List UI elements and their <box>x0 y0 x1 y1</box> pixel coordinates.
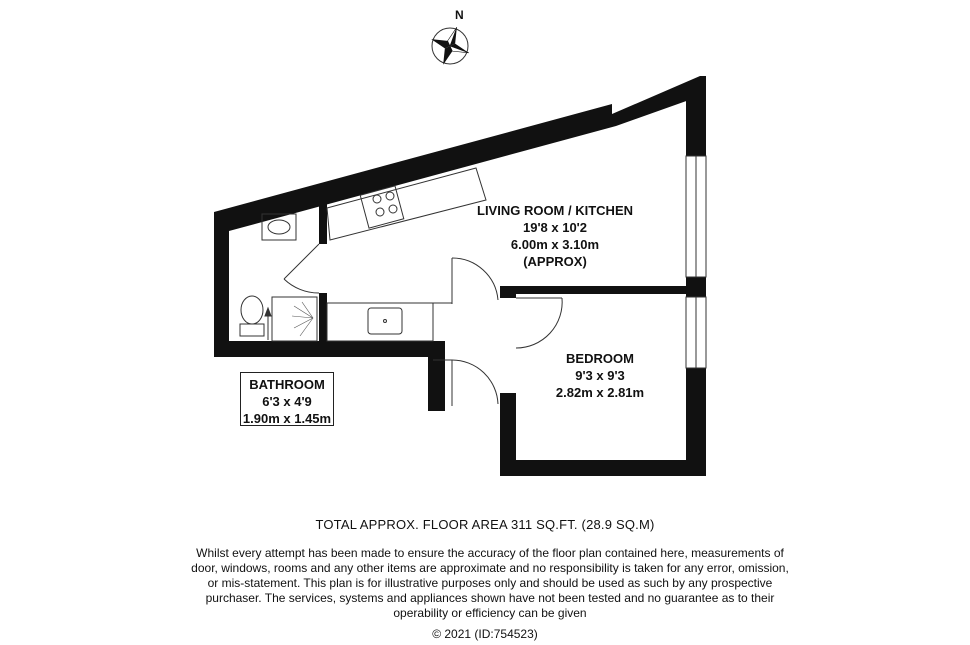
shower-icon <box>272 297 317 341</box>
living-room-label <box>460 202 650 270</box>
toilet-icon <box>240 324 264 336</box>
bedroom-name: BEDROOM <box>566 351 634 366</box>
window-bedroom <box>686 297 706 368</box>
bedroom-metric: 2.82m x 2.81m <box>555 385 645 400</box>
disclaimer-text: Whilst every attempt has been made to ensure the accuracy of the floor plan contained here, measurements of door, windows, rooms and any other items are approximate and no responsibility is taken for any error, omission, or mis-statement. This plan is for illustrative purposes only and should be used as such by any prospective purchaser. The services, systems and appliances shown have not been tested and no guarantee as to their operability or efficiency can be given <box>191 546 789 620</box>
copyright-text: © 2021 (ID:754523) <box>432 627 538 641</box>
window-living <box>686 156 706 277</box>
bathroom-imperial: 6'3 x 4'9 <box>262 394 312 409</box>
living-room-imperial: 19'8 x 10'2 <box>522 220 588 235</box>
bathroom-metric: 1.90m x 1.45m <box>242 411 332 426</box>
living-room-note: (APPROX) <box>523 254 587 269</box>
bathroom-name: BATHROOM <box>249 377 325 392</box>
living-room-metric: 6.00m x 3.10m <box>510 237 600 252</box>
compass-icon <box>424 20 475 71</box>
total-floor-area: TOTAL APPROX. FLOOR AREA 311 SQ.FT. (28.9 SQ.M) <box>315 517 655 532</box>
bedroom-imperial: 9'3 x 9'3 <box>575 368 625 383</box>
sink-icon <box>368 308 402 334</box>
bedroom-label <box>520 350 680 401</box>
kitchen-counter-lower <box>327 303 433 341</box>
bathroom-fixtures <box>240 214 317 341</box>
living-room-name: LIVING ROOM / KITCHEN <box>477 203 633 218</box>
compass-north-label: N <box>455 8 464 22</box>
bathroom-label <box>240 372 334 426</box>
